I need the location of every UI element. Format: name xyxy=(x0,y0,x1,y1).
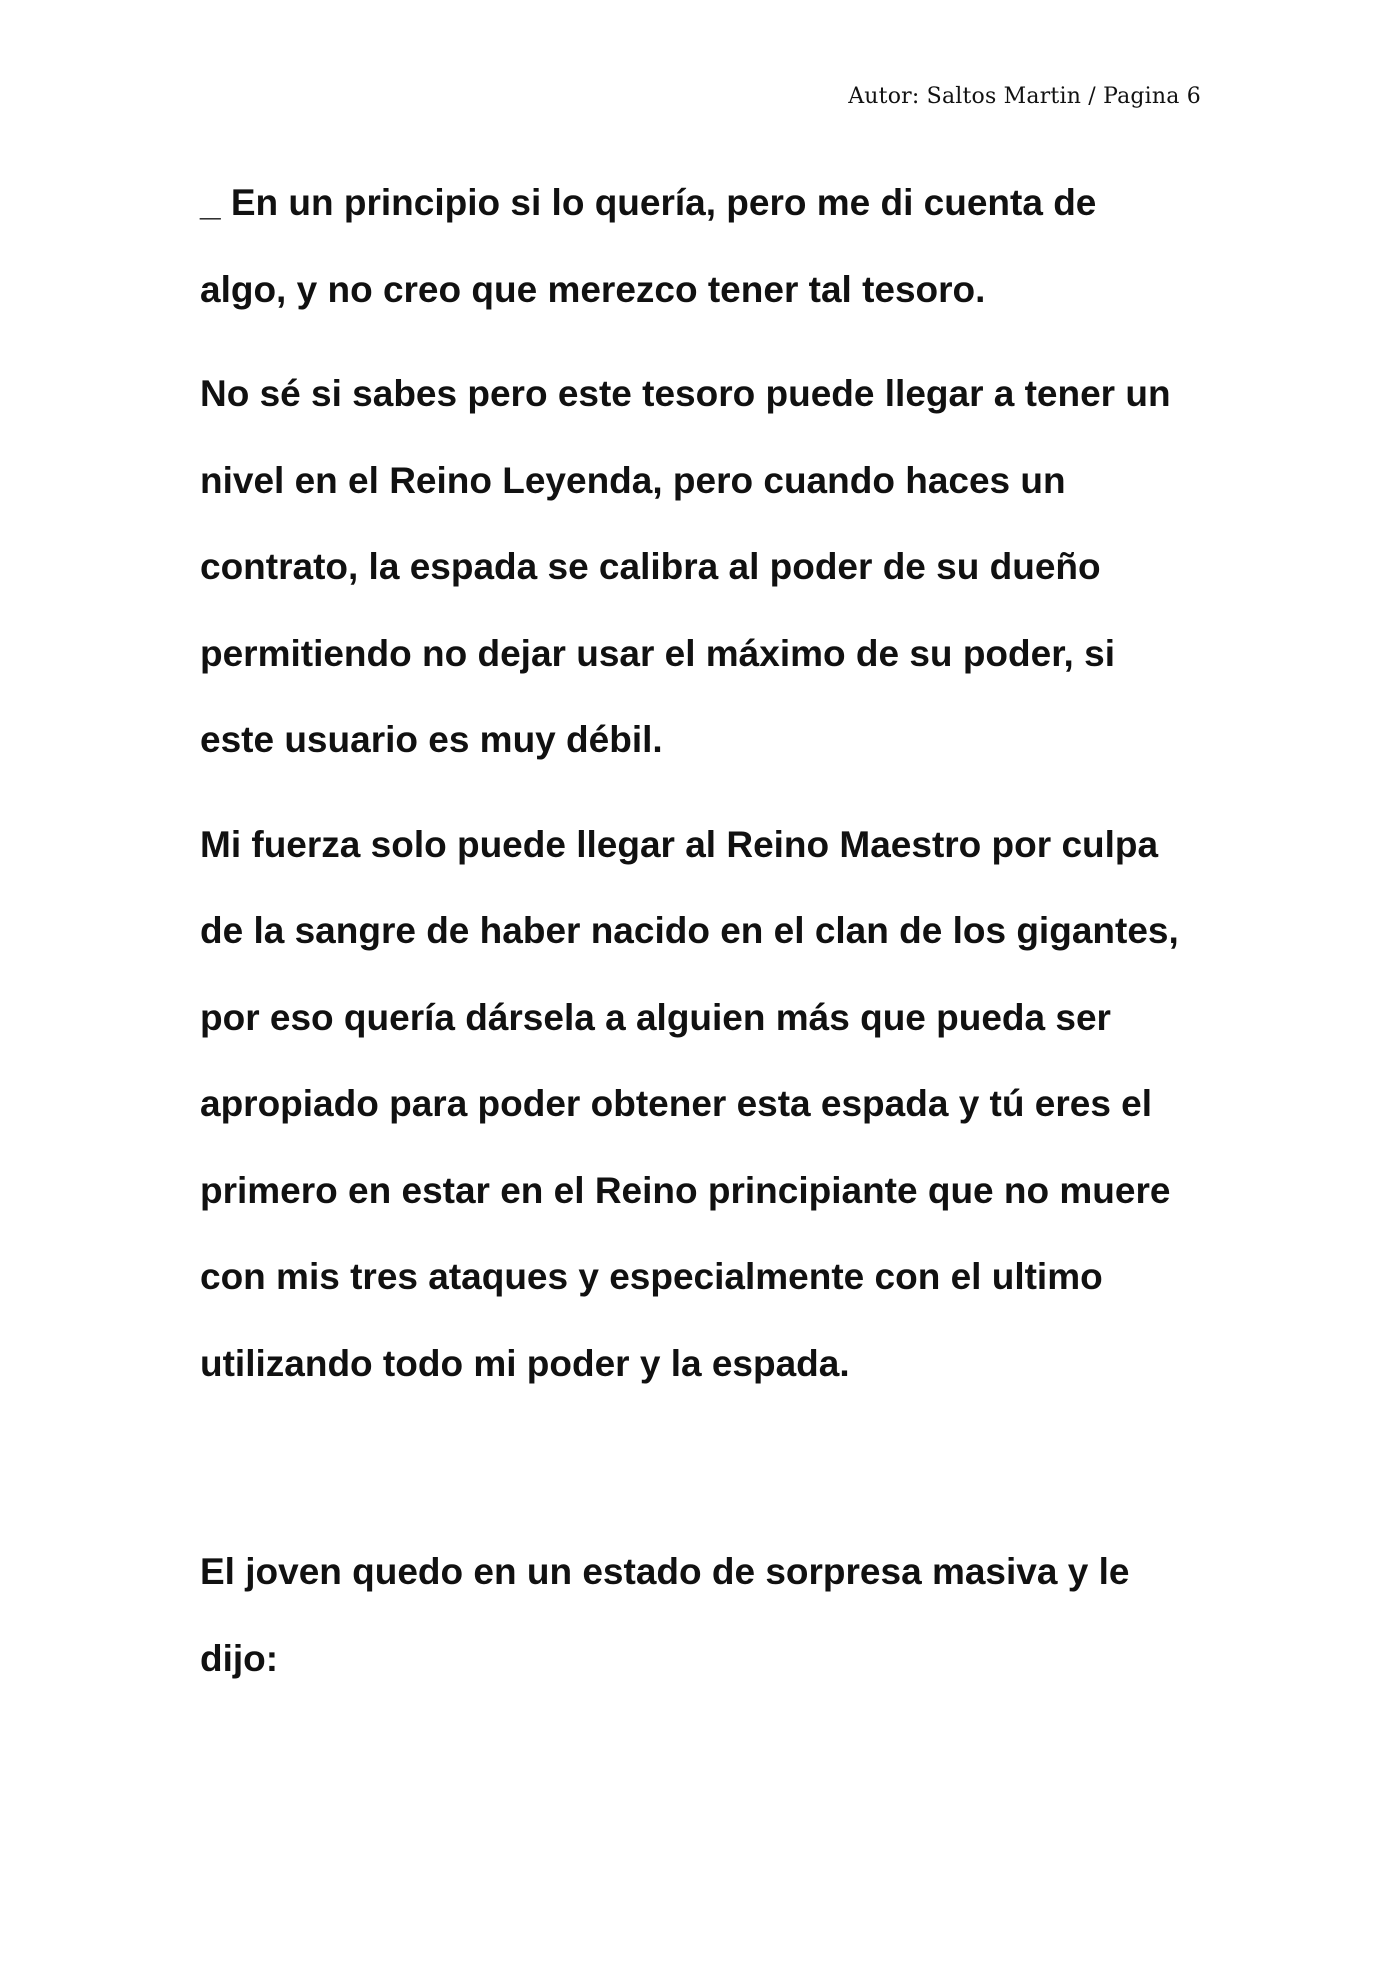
text-line: utilizando todo mi poder y la espada. xyxy=(200,1342,850,1384)
paragraph xyxy=(200,160,1210,333)
text-line: apropiado para poder obtener esta espada y tú eres el xyxy=(200,1083,1153,1124)
text-line: No sé si sabes pero este tesoro puede llegar a tener un xyxy=(200,373,1171,414)
text-line: contrato, la espada se calibra al poder de su dueño xyxy=(200,546,1101,587)
text-line: nivel en el Reino Leyenda, pero cuando haces un xyxy=(200,459,1066,501)
text-line: Mi fuerza solo puede llegar al Reino Maestro por culpa xyxy=(200,823,1159,865)
text-line: con mis tres ataques y especialmente con el ultimo xyxy=(200,1256,1103,1297)
blank-line xyxy=(200,1425,1210,1529)
text-line: por eso quería dársela a alguien más que pueda ser xyxy=(200,996,1111,1038)
text-line: permitiendo no dejar usar el máximo de su poder, si xyxy=(200,632,1115,674)
text-line: algo, y no creo que merezco tener tal tesoro. xyxy=(200,268,986,310)
text-line: primero en estar en el Reino principiante que no muere xyxy=(200,1169,1171,1211)
text-line: El joven quedo en un estado de sorpresa masiva y le xyxy=(200,1551,1130,1592)
text-line: este usuario es muy débil. xyxy=(200,719,663,760)
text-line: dijo: xyxy=(200,1637,279,1679)
paragraph xyxy=(200,351,1210,784)
page-header: Autor: Saltos Martin / Pagina 6 xyxy=(848,84,1201,109)
paragraph xyxy=(200,802,1210,1408)
text-line: _ En un principio si lo quería, pero me di cuenta de xyxy=(200,182,1097,223)
text-body xyxy=(200,160,1210,1720)
paragraph xyxy=(200,1529,1210,1702)
text-line: de la sangre de haber nacido en el clan de los gigantes, xyxy=(200,910,1179,951)
